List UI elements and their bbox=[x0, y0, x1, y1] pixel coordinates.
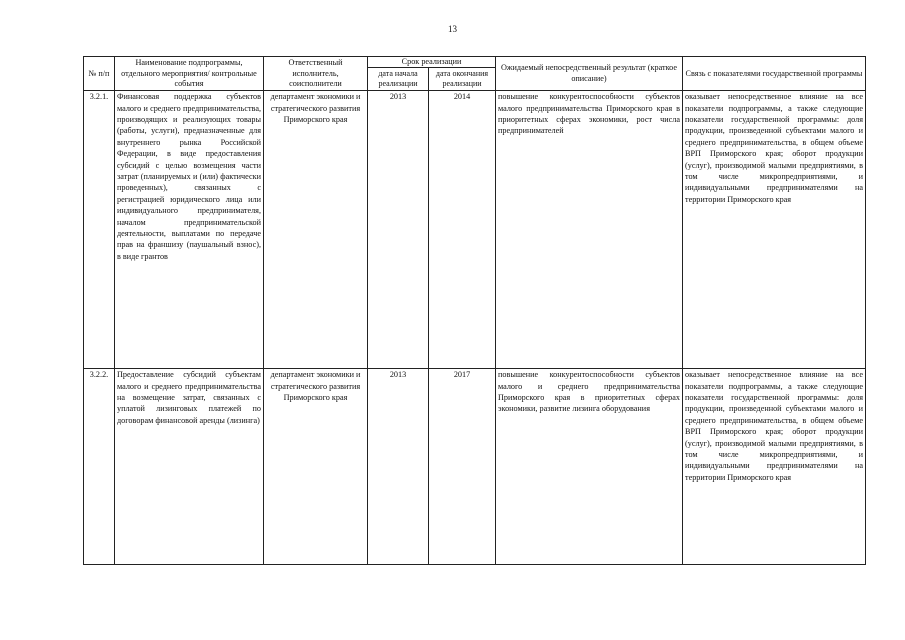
header-link: Связь с показателями государственной программы bbox=[683, 57, 866, 91]
row-start-date: 2013 bbox=[368, 91, 429, 369]
row-link: оказывает непосредственное влияние на все показатели подпрограммы, а также следующие показатели государственной программы: доля продукции, произведенной субъектами малого и среднего предпринимательства, в общем объеме ВРП Приморского края; оборот продукции (услуг), производимой малыми предприятиями, в том числе микропредприятиями, и индивидуальными предпринимателями на территории Приморского края bbox=[683, 369, 866, 565]
table-row bbox=[84, 369, 866, 565]
program-table bbox=[83, 56, 866, 565]
row-name: Предоставление субсидий субъектам малого и среднего предпринимательства на возмещение затрат, связанных с уплатой лизинговых платежей по договорам финансовой аренды (лизинга) bbox=[115, 369, 264, 565]
header-start-date: дата начала реализации bbox=[368, 68, 429, 91]
row-responsible: департамент экономики и стратегического развития Приморского края bbox=[264, 91, 368, 369]
row-result: повышение конкурентоспособности субъектов малого предпринимательства Приморского края в приоритетных сферах экономики, рост числа предпринимателей bbox=[496, 91, 683, 369]
header-period: Срок реализации bbox=[368, 57, 496, 68]
row-name: Финансовая поддержка субъектов малого и среднего предпринимательства, производящих и реализующих товары (работы, услуги), предназначенные для внутреннего рынка Российской Федерации, в виде предоставления субсидий с целью возмещения части затрат (планируемых и (или) фактически проведенных), связанных с регистрацией юридического лица или индивидуального предпринимателя, началом предпринимательской деятельности, выплатами по передаче прав на франшизу (паушальный взнос), в виде грантов bbox=[115, 91, 264, 369]
row-end-date: 2014 bbox=[429, 91, 496, 369]
row-responsible: департамент экономики и стратегического развития Приморского края bbox=[264, 369, 368, 565]
row-end-date: 2017 bbox=[429, 369, 496, 565]
row-number: 3.2.2. bbox=[84, 369, 115, 565]
row-link: оказывает непосредственное влияние на все показатели подпрограммы, а также следующие показатели государственной программы: доля продукции, произведенной субъектами малого и среднего предпринимательства, в общем объеме ВРП Приморского края; оборот продукции (услуг), производимой малыми предприятиями, в том числе микропредприятиями, и индивидуальными предпринимателями на территории Приморского края bbox=[683, 91, 866, 369]
table-header-row bbox=[84, 57, 866, 68]
row-result: повышение конкурентоспособности субъектов малого и среднего предпринимательства Приморского края в приоритетных сферах экономики, развитие лизинга оборудования bbox=[496, 369, 683, 565]
row-start-date: 2013 bbox=[368, 369, 429, 565]
table-row bbox=[84, 91, 866, 369]
header-end-date: дата окончания реализации bbox=[429, 68, 496, 91]
header-num: № п/п bbox=[84, 57, 115, 91]
header-name: Наименование подпрограммы, отдельного мероприятия/ контрольные события bbox=[115, 57, 264, 91]
row-number: 3.2.1. bbox=[84, 91, 115, 369]
header-responsible: Ответственный исполнитель, соисполнители bbox=[264, 57, 368, 91]
page-number: 13 bbox=[448, 24, 457, 34]
header-result: Ожидаемый непосредственный результат (краткое описание) bbox=[496, 57, 683, 91]
